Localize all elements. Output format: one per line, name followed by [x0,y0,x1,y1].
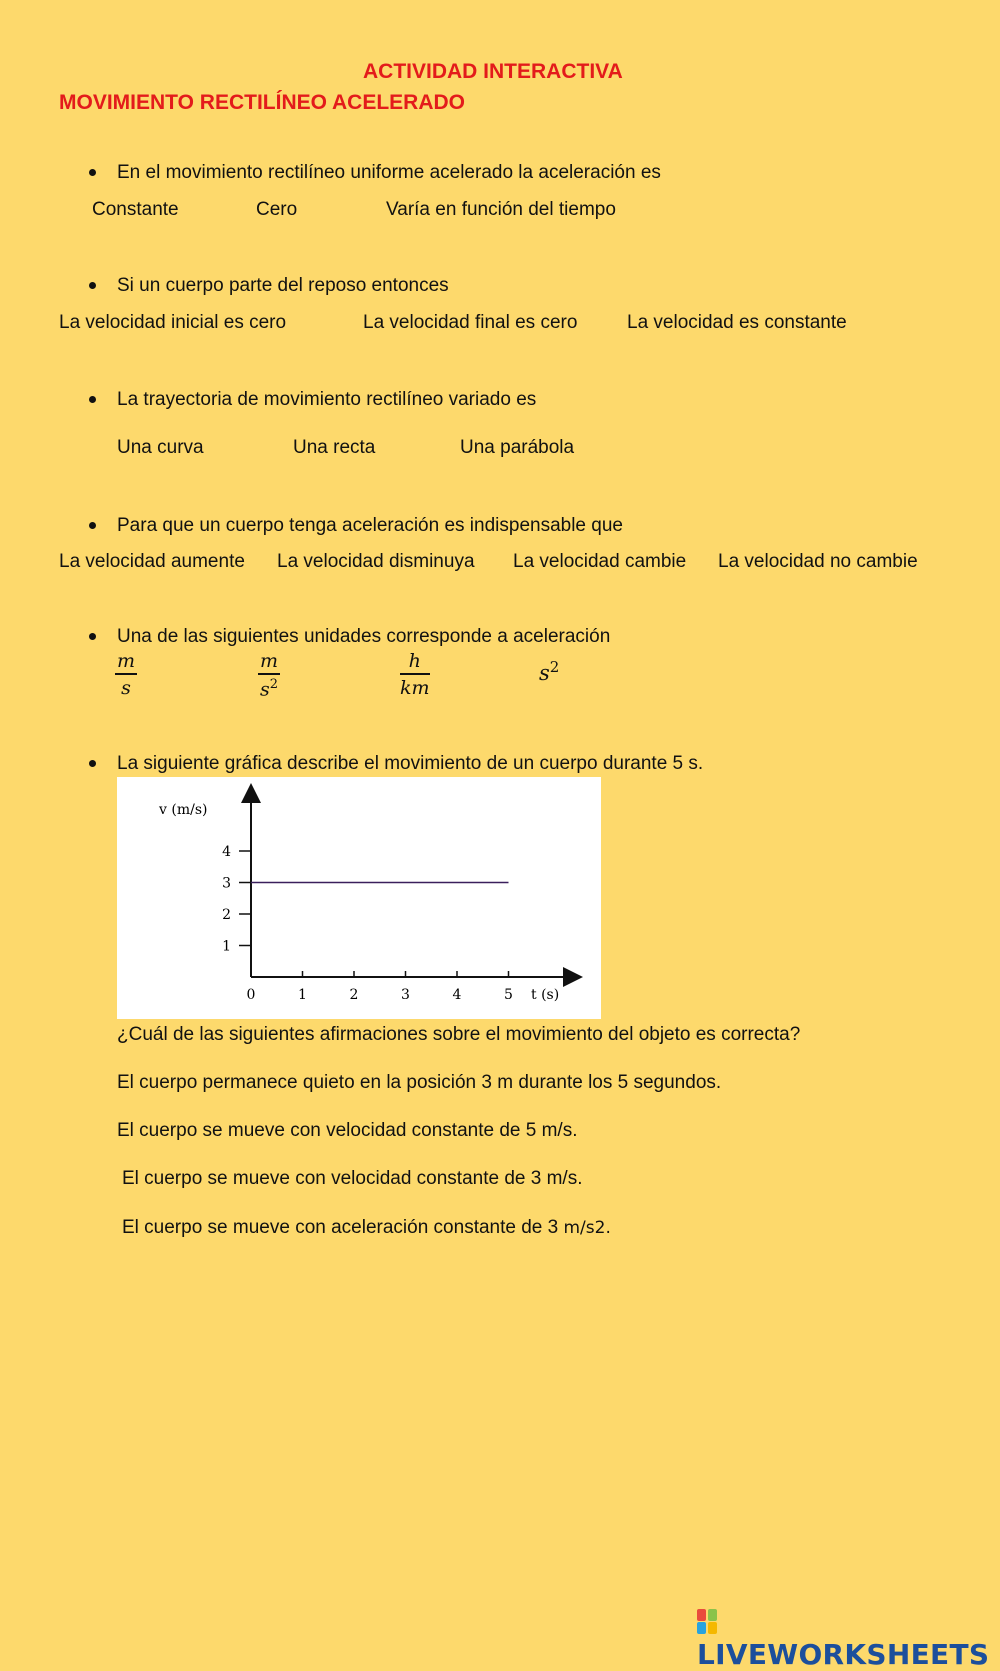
y-tick-label: 3 [222,875,231,892]
x-tick-label: 2 [349,987,359,1003]
q1-option-2[interactable]: Cero [256,199,298,220]
q6-option-4[interactable]: El cuerpo se mueve con aceleración constante de 3 m/s2. [122,1217,611,1238]
y-tick-label: 4 [222,844,231,860]
q3-option-1[interactable]: Una curva [117,437,204,458]
y-tick-label: 1 [222,938,231,955]
liveworksheets-logo: LIVEWORKSHEETS [697,1605,1000,1671]
q1-option-1[interactable]: Constante [92,199,179,220]
q2-option-3[interactable]: La velocidad es constante [627,312,847,333]
x-axis-label: t (s) [531,987,560,1003]
bullet-marker [89,760,96,767]
x-tick-label: 3 [401,987,410,1003]
unit-option-m-per-s[interactable]: m s [117,650,136,699]
x-tick-label: 1 [298,987,307,1003]
question-2-text: Si un cuerpo parte del reposo entonces [117,275,449,296]
unit-option-h-per-km[interactable]: h km [400,650,430,699]
question-1-text: En el movimiento rectilíneo uniforme acelerado la aceleración es [117,162,661,183]
bullet-marker [89,396,96,403]
q6-option-3[interactable]: El cuerpo se mueve con velocidad constante de 3 m/s. [122,1168,583,1189]
q4-option-2[interactable]: La velocidad disminuya [277,551,475,572]
bullet-marker [89,169,96,176]
q3-option-2[interactable]: Una recta [293,437,376,458]
y-axis-label: v (m/s) [159,802,208,818]
x-tick-label: 0 [246,987,256,1003]
q2-option-1[interactable]: La velocidad inicial es cero [59,312,287,333]
liveworksheets-mark-icon [697,1607,719,1635]
x-tick-label: 5 [504,987,513,1003]
velocity-time-chart [117,777,601,1019]
question-3-text: La trayectoria de movimiento rectilíneo variado es [117,389,537,410]
bullet-marker [89,282,96,289]
question-6-followup: ¿Cuál de las siguientes afirmaciones sobre el movimiento del objeto es correcta? [117,1024,801,1045]
question-5-text: Una de las siguientes unidades corresponde a aceleración [117,626,611,647]
question-6-text: La siguiente gráfica describe el movimiento de un cuerpo durante 5 s. [117,753,704,774]
q6-option-1[interactable]: El cuerpo permanece quieto en la posición 3 m durante los 5 segundos. [117,1072,722,1093]
bullet-marker [89,633,96,640]
x-tick-label: 4 [452,987,462,1003]
bullet-marker [89,522,96,529]
q6-option-2[interactable]: El cuerpo se mueve con velocidad constante de 5 m/s. [117,1120,578,1141]
q2-option-2[interactable]: La velocidad final es cero [363,312,578,333]
q4-option-1[interactable]: La velocidad aumente [59,551,245,572]
q1-option-3[interactable]: Varía en función del tiempo [386,199,616,220]
q3-option-3[interactable]: Una parábola [460,437,575,458]
q4-option-3[interactable]: La velocidad cambie [513,551,687,572]
page-title: ACTIVIDAD INTERACTIVA [363,60,623,83]
page-subtitle: MOVIMIENTO RECTILÍNEO ACELERADO [59,91,466,114]
q4-option-4[interactable]: La velocidad no cambie [718,551,918,572]
unit-option-s-squared[interactable]: $s^2$ [539,658,560,685]
question-4-text: Para que un cuerpo tenga aceleración es indispensable que [117,515,623,536]
y-tick-label: 2 [222,907,231,923]
velocity-time-graph [117,777,601,1019]
unit-option-m-per-s2[interactable]: m $s^2$ [259,650,279,700]
